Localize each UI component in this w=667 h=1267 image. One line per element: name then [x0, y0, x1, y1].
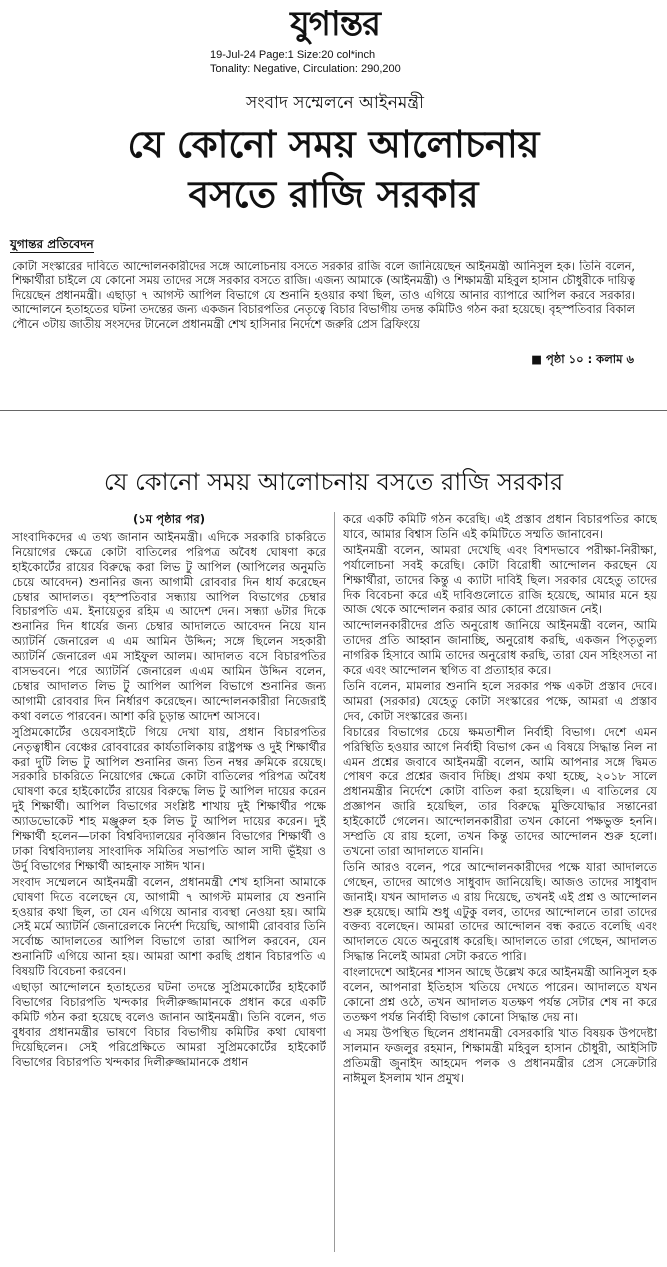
continuation-column-left — [12, 512, 326, 1260]
headline-line-2: বসতে রাজি সরকার — [188, 173, 479, 216]
body-paragraph: তিনি আরও বলেন, পরে আন্দোলনকারীদের পক্ষে যারা আদালতে গেছেন, তাদের আগেও সাধুবাদ জানিয়েছি। আজও তাদের সাধুবাদ জানাই। যখন আদালত এ রায় দিয়েছে, তখনই এই প্রশ্ন ও আন্দোলন শুরু হয়েছে। আমি শুধু এটুকু বলব, তাদের আন্দোলনে তারা তাদের বক্তব্য বলেছেন। আমরা তাদের আন্দোলন বন্ধ করতে বলেছি এবং আদালতে যেতে অনুরোধ করেছি। আদালতে তারা গেছেন, আদালত সিদ্ধান্ত নিলেই আমরা সেটা করতে পারি। — [343, 859, 657, 964]
body-paragraph: আইনমন্ত্রী বলেন, আমরা দেখেছি এবং বিশদভাবে পরীক্ষা-নিরীক্ষা, পর্যালোচনা সবই করেছি। কোটা বিরোধী আন্দোলন করছেন যে শিক্ষার্থীরা, তাদের কিন্তু এ ক্যাটা দাবিই ছিল। সরকার যেহেতু তাদের দিক বিবেচনা করে এই দাবিগুলোতে রাজি হয়েছে, আমার মনে হয় আজ থেকে আন্দোলন করার আর কোনো প্রয়োজন নেই। — [343, 542, 657, 617]
body-paragraph: সংবাদ সম্মেলনে আইনমন্ত্রী বলেন, প্রধানমন্ত্রী শেখ হাসিনা আমাকে ঘোষণা দিতে বলেছেন যে, আগামী ৭ আগস্ট মামলার যে শুনানি হওয়ার কথা ছিল, তা যেন এগিয়ে আনার ব্যবস্থা নেওয়া হয়। আমি সেই মর্মে অ্যাটর্নি জেনারেলকে নির্দেশ দিয়েছি, আগামী রোববার তিনি সর্বোচ্চ আদালতের আপিল বিভাগে তারা আপিল করবেন, যেন শুনানিটি এগিয়ে আনা হয়। আমরা আশা করছি প্রধান বিচারপতি এ বিষয়টি বিবেচনা করবেন। — [12, 874, 326, 979]
clipping-meta-line1: 19-Jul-24 Page:1 Size:20 col*inch — [210, 49, 376, 61]
body-paragraph: আন্দোলনকারীদের প্রতি অনুরোধ জানিয়ে আইনমন্ত্রী বলেন, আমি তাদের প্রতি আহ্বান জানাচ্ছি, অনুরোধ করছি, একজন পিতৃতুল্য নাগরিক হিসাবে আমি তাদের অনুরোধ করছি, তারা যেন সহিংসতা না করে এবং আন্দোলন স্থগিত বা প্রত্যাহার করে। — [343, 618, 657, 678]
clipping-meta-line2: Tonality: Negative, Circulation: 290,200 — [210, 63, 401, 75]
continuation-headline: যে কোনো সময় আলোচনায় বসতে রাজি সরকার — [103, 468, 564, 496]
lead-paragraph: কোটা সংস্কারের দাবিতে আন্দোলনকারীদের সঙ্গে আলোচনায় বসতে সরকার রাজি বলে জানিয়েছেন আইনমন্ত্রী আনিসুল হক। তিনি বলেন, শিক্ষার্থীরা চাইলে যে কোনো সময় তাদের সঙ্গে সরকার বসতে রাজি। এজন্য আমাকে (আইনমন্ত্রী) ও শিক্ষামন্ত্রী মহিবুল হাসান চৌধুরীকে দায়িত্ব দিয়েছেন প্রধানমন্ত্রী। এছাড়া ৭ আগস্ট আপিল বিভাগে যে শুনানি হওয়ার কথা ছিল, তাও এগিয়ে আনার ব্যাপারে আপিল করবে সরকার। আন্দোলনে হতাহতের ঘটনা তদন্তের জন্য একজন বিচারপতির নেতৃত্বে বিচার বিভাগীয় তদন্ত কমিটিও গঠন করা হয়েছে। বৃহস্পতিবার বিকাল পৌনে ৩টায় জাতীয় সংসদের টানেলে প্রধানমন্ত্রী শেখ হাসিনার নির্দেশে জরুরি প্রেস ব্রিফিংয়ে — [12, 260, 635, 331]
newspaper-logo: যুগান্তর — [290, 4, 380, 44]
body-paragraph: তিনি বলেন, মামলার শুনানি হলে সরকার পক্ষ একটা প্রস্তাব দেবে। আমরা (সরকার) যেহেতু কোটা সংস্কারের পক্ষে, আমরা এ প্রস্তাব দেব, কোটা সংস্কারের জন্য। — [343, 678, 657, 723]
body-paragraph: বিচারের বিভাগের চেয়ে ক্ষমতাশীল নির্বাহী বিভাগ। দেশে এমন পরিস্থিতি হওয়ার আগে নির্বাহী বিভাগ কেন এ বিষয়ে সিদ্ধান্ত নিল না এমন প্রশ্নের জবাবে আইনমন্ত্রী বলেন, আমি আপনার সঙ্গে দ্বিমত পোষণ করে প্রশ্নের জবাব দিচ্ছি। প্রথম কথা হচ্ছে, ২০১৮ সালে প্রধানমন্ত্রীর নির্দেশে কোটা বাতিল করা হয়েছিল। এ বাতিলের যে প্রজ্ঞাপন জারি হয়েছিল, তার বিরুদ্ধে মুক্তিযোদ্ধার সন্তানেরা হাইকোর্টে গেলেন। আন্দোলনকারীরা তখন কোনো পক্ষভুক্ত হননি। সম্প্রতি যে রায় হলো, তখন কিন্তু তাদের আন্দোলন শুরু হলো। তখনো তারা আদালতে যাননি। — [343, 724, 657, 858]
column-divider — [334, 512, 335, 1252]
body-paragraph: এ সময় উপস্থিত ছিলেন প্রধানমন্ত্রী বেসরকারি খাত বিষয়ক উপদেষ্টা সালমান ফজলুর রহমান, শিক্ষামন্ত্রী মহিবুল হাসান চৌধুরী, আইসিটি প্রতিমন্ত্রী জুনাইদ আহমেদ পলক ও প্রধানমন্ত্রীর প্রেস সেক্রেটারি নাঈমুল ইসলাম খান প্রমুখ। — [343, 1025, 657, 1085]
body-paragraph: এছাড়া আন্দোলনে হতাহতের ঘটনা তদন্তে সুপ্রিমকোর্টের হাইকোর্ট বিভাগের বিচারপতি খন্দকার দিলীরুজ্জামানকে প্রধান করে একটি কমিটি গঠন করা হয়েছে বলেও জানান আইনমন্ত্রী। তিনি বলেন, গত বুধবার প্রধানমন্ত্রীর ভাষণে বিচার বিভাগীয় কমিটির কথা ঘোষণা দিয়েছিলেন। সেই পরিপ্রেক্ষিতে আমরা সুপ্রিমকোর্টের হাইকোর্ট বিভাগের বিচারপতি খন্দকার দিলীরুজ্জামানকে প্রধান — [12, 980, 326, 1069]
body-paragraph: সুপ্রিমকোর্টের ওয়েবসাইটে গিয়ে দেখা যায়, প্রধান বিচারপতির নেতৃত্বাধীন বেঞ্চের রোববারের কার্যতালিকায় রাষ্ট্রপক্ষ ও দুই শিক্ষার্থীর করা দুটি লিভ টু আপিল শুনানির জন্য তিন নম্বর ক্রমিকে রয়েছে। সরকারি চাকরিতে নিয়োগের ক্ষেত্রে কোটা বাতিলের পরিপত্র অবৈধ ঘোষণা করে হাইকোর্টের রায়ের বিরুদ্ধে লিভ টু আপিল দায়ের করেন দুই শিক্ষার্থী। আপিল বিভাগের সংশ্লিষ্ট শাখায় দুই শিক্ষার্থীর পক্ষে অ্যাডভোকেট শাহ মঞ্জুরুল হক লিভ টু আপিল দায়ের করেন। দুই শিক্ষার্থী হলেন—ঢাকা বিশ্ববিদ্যালয়ের নৃবিজ্ঞান বিভাগের শিক্ষার্থী ও ঢাকা বিশ্ববিদ্যালয় সাংবাদিক সমিতির সভাপতি আল সাদী ভূঁইয়া ও উর্দু বিভাগের শিক্ষার্থী আহনাফ সাঈদ খান। — [12, 724, 326, 873]
continue-marker: ■ পৃষ্ঠা ১০ : কলাম ৬ — [531, 352, 634, 366]
body-paragraph: সাংবাদিকদের এ তথ্য জানান আইনমন্ত্রী। এদিকে সরকারি চাকরিতে নিয়োগের ক্ষেত্রে কোটা বাতিলের পরিপত্র অবৈধ ঘোষণা করে হাইকোর্টের রায়ের বিরুদ্ধে করা লিভ টু আপিল (আপিলের অনুমতি চেয়ে আবেদন) শুনানির জন্য আগামী রোববার দিন ধার্য করেছেন চেম্বার আদালত। বৃহস্পতিবার সন্ধ্যায় আপিল বিভাগের চেম্বার বিচারপতি এম. ইনায়েতুর রহিম এ আদেশ দেন। সন্ধ্যা ৬টার দিকে শুনানির দিন ধার্যের জন্য চেম্বার আদালতে আবেদন নিয়ে যান অ্যাটর্নি জেনারেল এ এম আমিন উদ্দিন; সঙ্গে ছিলেন সহকারী অ্যাটর্নি জেনারেল এম সাইফুল আলম। আদালত বসে বিচারপতির বাসভবনে। পরে অ্যাটর্নি জেনারেল এএম আমিন উদ্দিন বলেন, চেম্বার আদালত লিভ টু আপিল আপিল বিভাগে শুনানির জন্য আগামী রোববার দিন নির্ধারণ করেছেন। আন্দোলনকারীরা নিজেরাই কথা বলতে পারবেন। আশা করি চূড়ান্ত আদেশ আসবে। — [12, 529, 326, 723]
body-paragraph: করে একটি কমিটি গঠন করেছি। এই প্রস্তাব প্রধান বিচারপতির কাছে যাবে, আমার বিশ্বাস তিনি এই কমিটিতে সম্মতি জানাবেন। — [343, 512, 657, 541]
article-headline — [10, 120, 657, 220]
byline: যুগান্তর প্রতিবেদন — [10, 237, 94, 251]
body-paragraph: বাংলাদেশে আইনের শাসন আছে উল্লেখ করে আইনমন্ত্রী আনিসুল হক বলেন, আপনারা ইতিহাস খতিয়ে দেখতে পারেন। আদালতে যখন কোনো প্রশ্ন ওঠে, তখন আদালত যতক্ষণ পর্যন্ত সেটার শেষ না করে ততক্ষণ পর্যন্ত নির্বাহী বিভাগ কোনো সিদ্ধান্ত দেয় না। — [343, 965, 657, 1024]
article-kicker: সংবাদ সম্মেলনে আইনমন্ত্রী — [246, 93, 424, 113]
headline-line-1: যে কোনো সময় আলোচনায় — [127, 123, 540, 166]
section-divider — [0, 410, 667, 411]
continuation-column-right — [343, 512, 657, 1260]
continued-from-label: (১ম পৃষ্ঠার পর) — [132, 512, 206, 526]
